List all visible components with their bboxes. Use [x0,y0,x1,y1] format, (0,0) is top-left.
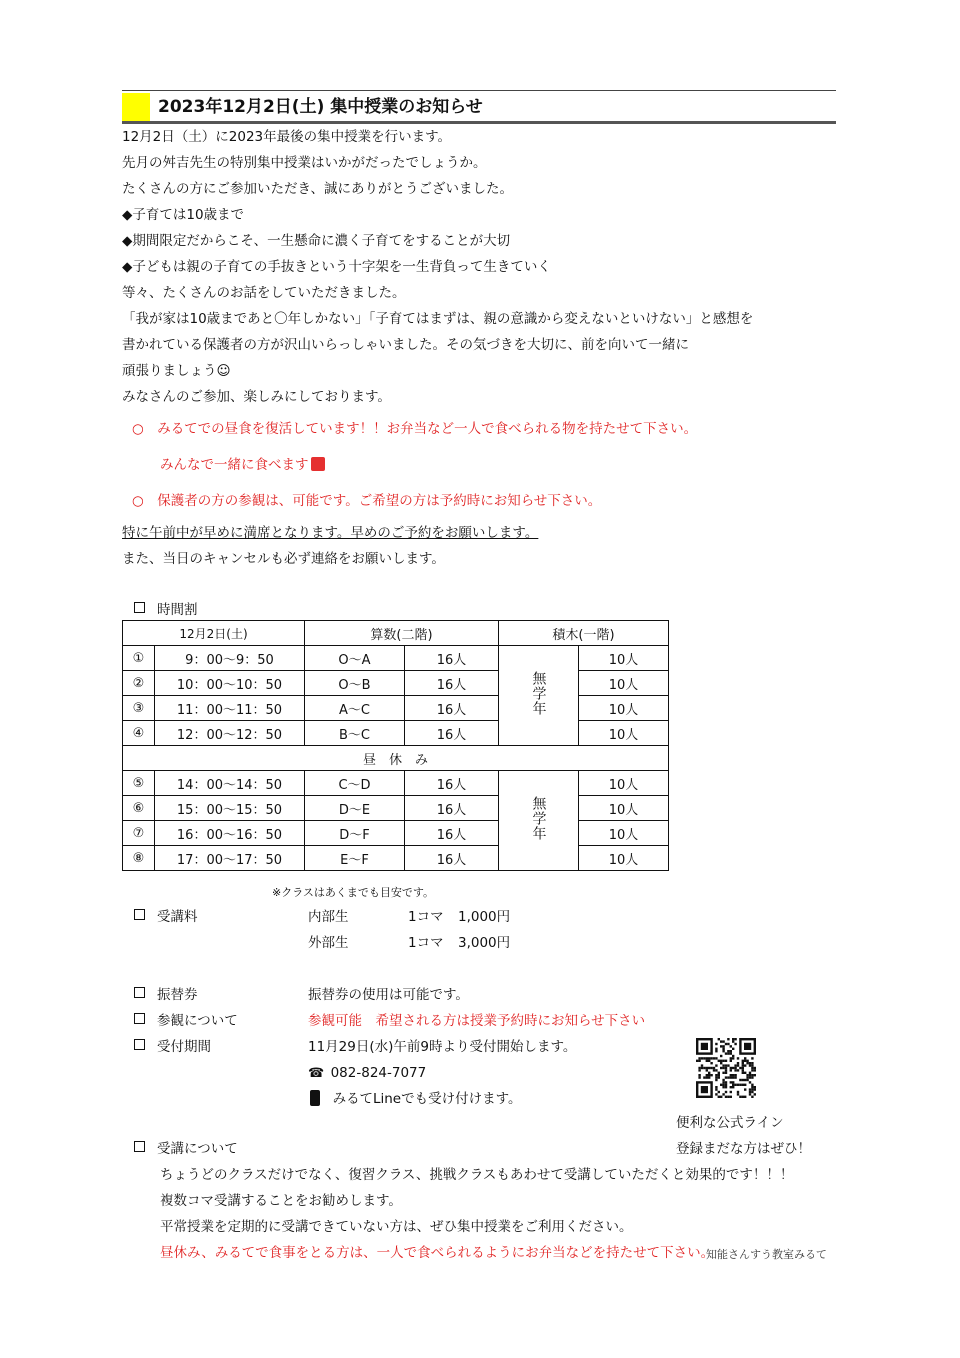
row-class: B〜C [305,721,405,746]
checkbox-icon [134,909,145,920]
lunch-emoji-icon [311,457,325,471]
observe-label [134,1012,238,1030]
row-capacity: 16人 [405,796,499,821]
lunch-row [123,746,669,771]
row-capacity: 16人 [405,671,499,696]
phone-icon: ☎ [308,1066,325,1081]
intro-line-7: 等々、たくさんのお話をしていただきました。 [122,285,406,301]
header-math: 算数(二階) [305,621,499,646]
reception-line-text: みるてLineでも受け付けます。 [332,1091,522,1107]
table-row [123,771,669,796]
lunch-break-label: 昼 休 み [123,746,669,771]
row-time: 16：00〜16：50 [155,821,305,846]
intro-line-11: みなさんのご参加、楽しみにしております。 [122,389,391,405]
smartphone-icon [310,1090,320,1106]
row-time: 14：00〜14：50 [155,771,305,796]
transfer-value: 振替券の使用は可能です。 [308,987,469,1003]
fee-label [134,908,198,926]
table-header-row [123,621,669,646]
intro-line-6: ◆子どもは親の子育ての手抜きという十字架を一生背負って生きていく [122,259,551,275]
reception-phone-number: 082-824-7077 [330,1065,427,1081]
row-capacity: 16人 [405,771,499,796]
notice-reservation: 特に午前中が早めに満席となります。早めのご予約をお願いします。 [122,525,539,541]
title-yellow-marker [122,93,150,121]
lessons-line-2: 複数コマ受講することをお勧めします。 [160,1193,402,1209]
fee-internal-unit: 1コマ [408,909,444,925]
intro-line-2: 先月の舛吉先生の特別集中授業はいかがだったでしょうか。 [122,155,487,171]
notice-lunch-together-text: みんなで一緒に食べます [160,457,309,473]
row-block-capacity: 10人 [579,671,669,696]
notice-lunch: ○ みるてでの昼食を復活しています！！お弁当など一人で食べられる物を持たせて下さい。 [132,421,698,437]
schedule-note: ※クラスはあくまでも目安です。 [272,886,435,899]
row-time: 17：00〜17：50 [155,846,305,871]
table-row [123,671,669,696]
fee-label-text: 受講料 [157,909,198,925]
row-class: E〜F [305,846,405,871]
lessons-line-1: ちょうどのクラスだけでなく、復習クラス、挑戦クラスもあわせて受講していただくと効果的です！！！ [160,1167,794,1183]
reception-label-text: 受付期間 [157,1039,211,1055]
checkbox-icon [134,1039,145,1050]
fee-external-price: 3,000円 [458,935,511,951]
row-time: 11：00〜11：50 [155,696,305,721]
row-block-capacity: 10人 [579,721,669,746]
row-capacity: 16人 [405,821,499,846]
schedule-label-text: 時間割 [157,602,198,618]
title-bar [122,90,836,124]
row-class: A〜C [305,696,405,721]
checkbox-icon [134,602,145,613]
intro-line-8: 「我が家は10歳まであと〇年しかない」「子育てはまずは、親の意識から変えないといけない」と感想を [122,311,754,327]
row-block-capacity: 10人 [579,696,669,721]
intro-line-3: たくさんの方にご参加いただき、誠にありがとうございました。 [122,181,513,197]
row-number: ③ [123,696,155,721]
official-line-text-1: 便利な公式ライン [676,1115,784,1131]
fee-internal-price: 1,000円 [458,909,511,925]
lessons-label-text: 受講について [157,1141,238,1157]
row-number: ② [123,671,155,696]
title-bottom-rule [122,121,836,124]
checkbox-icon [134,1013,145,1024]
row-class: O〜B [305,671,405,696]
table-row [123,721,669,746]
row-block-capacity: 10人 [579,796,669,821]
row-time: 15：00〜15：50 [155,796,305,821]
row-number: ⑥ [123,796,155,821]
row-number: ⑤ [123,771,155,796]
intro-line-1: 12月2日（土）に2023年最後の集中授業を行います。 [122,129,452,145]
row-class: O〜A [305,646,405,671]
row-capacity: 16人 [405,721,499,746]
row-class: C〜D [305,771,405,796]
transfer-label-text: 振替券 [157,987,198,1003]
lessons-label [134,1140,238,1158]
fee-external-label: 外部生 [308,935,349,951]
row-number: ⑦ [123,821,155,846]
schedule-table [122,620,669,871]
row-block-capacity: 10人 [579,846,669,871]
table-row [123,646,669,671]
table-row [123,796,669,821]
footer-school-name: 知能さんすう教室みるて [706,1248,827,1261]
notice-lunch-together [160,456,325,474]
row-block-capacity: 10人 [579,646,669,671]
notice-cancel: また、当日のキャンセルも必ず連絡をお願いします。 [122,551,445,567]
row-time: 9：00〜9：50 [155,646,305,671]
observe-label-text: 参観について [157,1013,238,1029]
lessons-lunch-note: 昼休み、みるてで食事をとる方は、一人で食べられるようにお弁当などを持たせて下さい。 [160,1245,715,1261]
checkbox-icon [134,1141,145,1152]
transfer-label [134,986,198,1004]
row-class: D〜E [305,796,405,821]
row-class: D〜F [305,821,405,846]
reception-value: 11月29日(水)午前9時より受付開始します。 [308,1039,577,1055]
mugaku-cell-am [499,646,579,746]
row-capacity: 16人 [405,696,499,721]
reception-label [134,1038,211,1056]
row-time: 10：00〜10：50 [155,671,305,696]
header-blocks: 積木(一階) [499,621,669,646]
reception-line [310,1090,522,1108]
row-number: ④ [123,721,155,746]
header-date: 12月2日(土) [123,621,305,646]
page-title: 2023年12月2日(土) 集中授業のお知らせ [158,97,483,117]
intro-line-4: ◆子育ては10歳まで [122,207,245,223]
row-block-capacity: 10人 [579,771,669,796]
fee-external-unit: 1コマ [408,935,444,951]
row-capacity: 16人 [405,646,499,671]
table-row [123,696,669,721]
notice-observe: ○ 保護者の方の参観は、可能です。ご希望の方は予約時にお知らせ下さい。 [132,493,602,509]
intro-line-9: 書かれている保護者の方が沢山いらっしゃいました。その気づきを大切に、前を向いて一緒に [122,337,689,353]
row-capacity: 16人 [405,846,499,871]
lessons-line-3: 平常授業を定期的に受講できていない方は、ぜひ集中授業をご利用ください。 [160,1219,633,1235]
fee-internal-label: 内部生 [308,909,349,925]
title-top-rule [122,90,836,91]
table-row [123,821,669,846]
reception-phone [308,1064,426,1083]
intro-line-10: 頑張りましょう☺ [122,363,231,379]
mugaku-cell-pm [499,771,579,871]
schedule-label [134,601,198,619]
mugaku-label: 無学年 [530,671,547,716]
intro-line-5: ◆期間限定だからこそ、一生懸命に濃く子育てをすることが大切 [122,233,511,249]
row-number: ① [123,646,155,671]
qr-code-icon[interactable] [696,1038,756,1098]
checkbox-icon [134,987,145,998]
row-time: 12：00〜12：50 [155,721,305,746]
observe-value: 参観可能 希望される方は授業予約時にお知らせ下さい [308,1013,646,1029]
mugaku-label: 無学年 [530,796,547,841]
row-number: ⑧ [123,846,155,871]
official-line-text-2: 登録まだな方はぜひ！ [676,1141,811,1157]
table-row [123,846,669,871]
row-block-capacity: 10人 [579,821,669,846]
